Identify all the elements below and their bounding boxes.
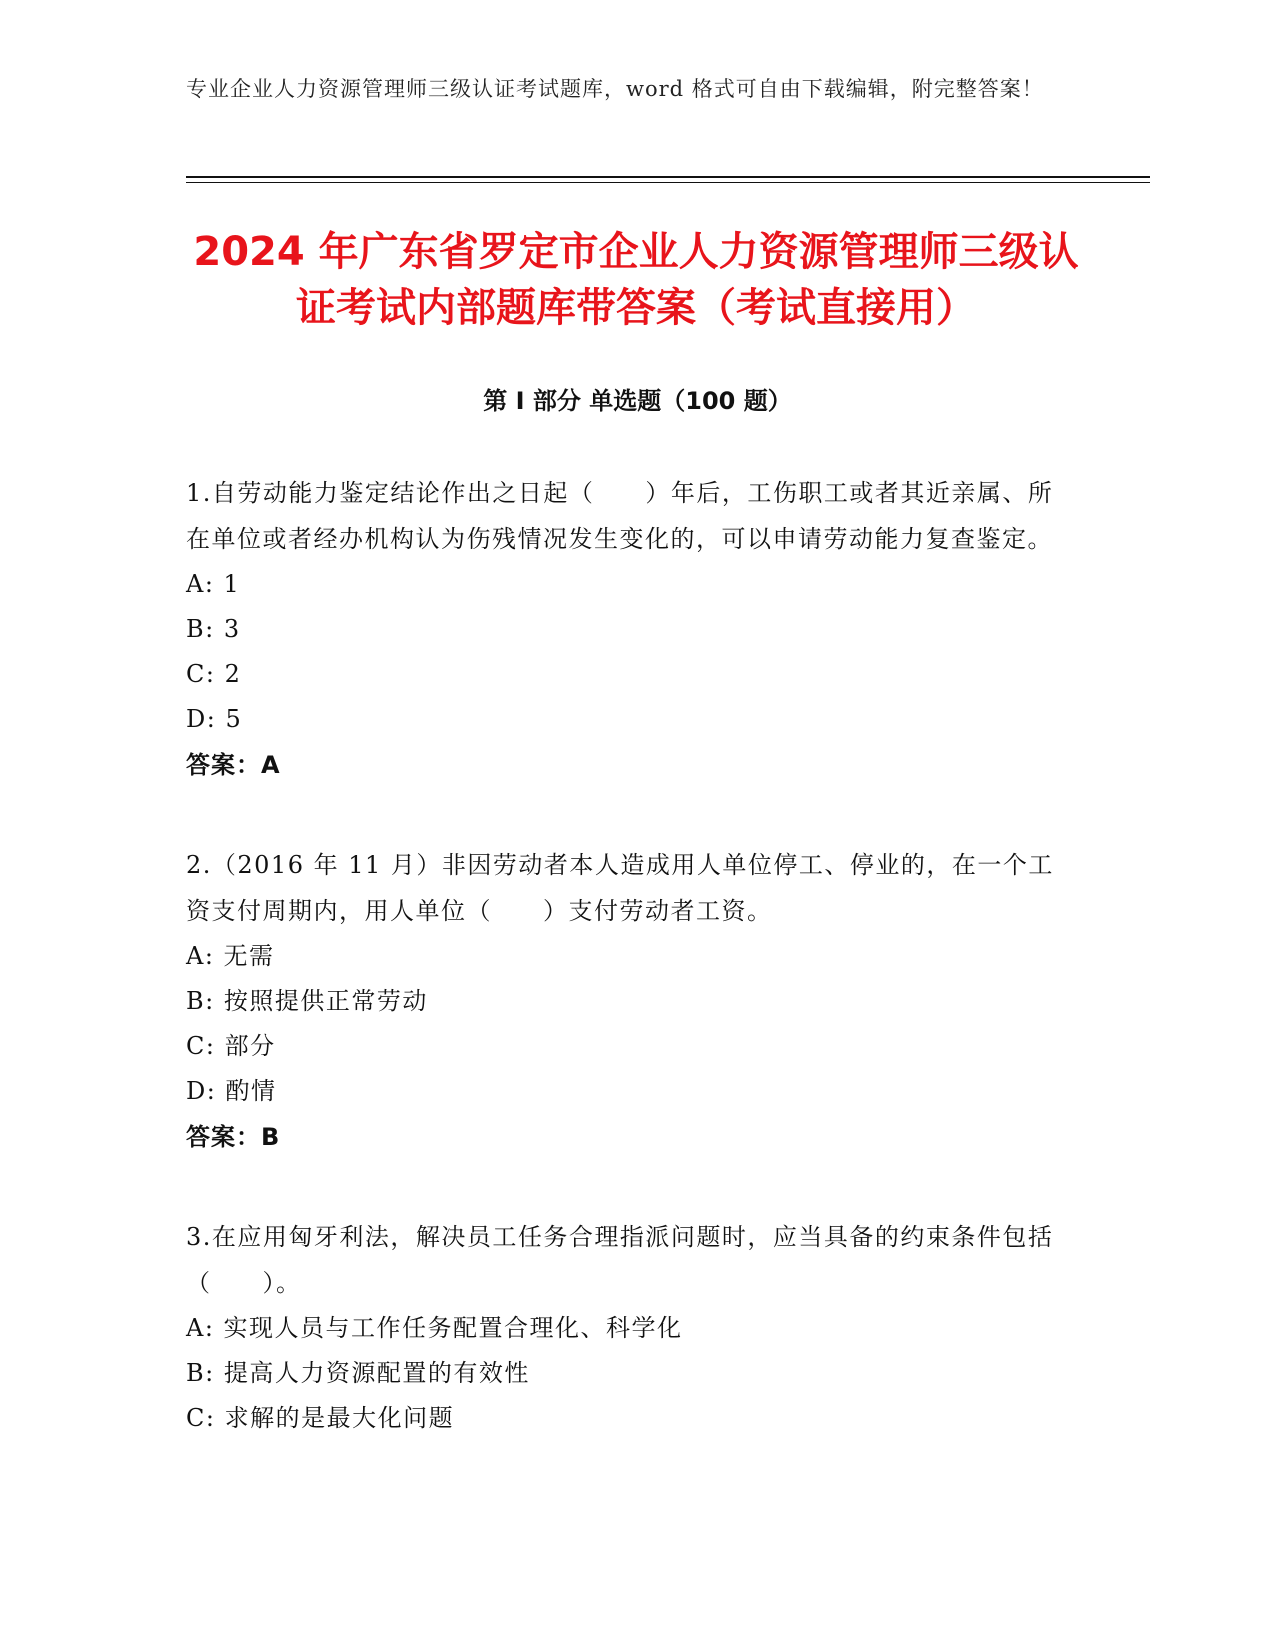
question-3	[186, 1214, 1066, 1441]
question-stem: 1.自劳动能力鉴定结论作出之日起（ ）年后，工伤职工或者其近亲属、所在单位或者经办机构认为伤残情况发生变化的，可以申请劳动能力复查鉴定。	[186, 479, 1054, 553]
header-divider-thick	[186, 176, 1150, 178]
option-c: C: 求解的是最大化问题	[186, 1404, 455, 1432]
option-b: B: 提高人力资源配置的有效性	[186, 1359, 530, 1387]
option-c: C: 部分	[186, 1032, 276, 1060]
document-title: 2024 年广东省罗定市企业人力资源管理师三级认证考试内部题库带答案（考试直接用）	[193, 229, 1079, 331]
option-d: D: 酌情	[186, 1077, 277, 1105]
question-list	[186, 470, 1066, 1495]
option-a: A: 实现人员与工作任务配置合理化、科学化	[186, 1314, 683, 1342]
question-stem: 3.在应用匈牙利法，解决员工任务合理指派问题时，应当具备的约束条件包括（ ）。	[186, 1223, 1054, 1297]
option-b: B: 按照提供正常劳动	[186, 987, 428, 1015]
answer: 答案：A	[186, 751, 281, 779]
section-title: 第 I 部分 单选题（100 题）	[483, 387, 792, 415]
option-a: A: 无需	[186, 942, 275, 970]
header-note: 专业企业人力资源管理师三级认证考试题库，word 格式可自由下载编辑，附完整答案！	[186, 77, 1044, 101]
header-divider-thin	[186, 182, 1150, 183]
option-d: D: 5	[186, 705, 243, 733]
option-b: B: 3	[186, 615, 241, 643]
answer: 答案：B	[186, 1123, 281, 1151]
question-stem: 2.（2016 年 11 月）非因劳动者本人造成用人单位停工、停业的，在一个工资支付周期内，用人单位（ ）支付劳动者工资。	[186, 851, 1054, 925]
option-c: C: 2	[186, 660, 242, 688]
question-1	[186, 470, 1066, 788]
option-a: A: 1	[186, 570, 241, 598]
question-2	[186, 842, 1066, 1160]
